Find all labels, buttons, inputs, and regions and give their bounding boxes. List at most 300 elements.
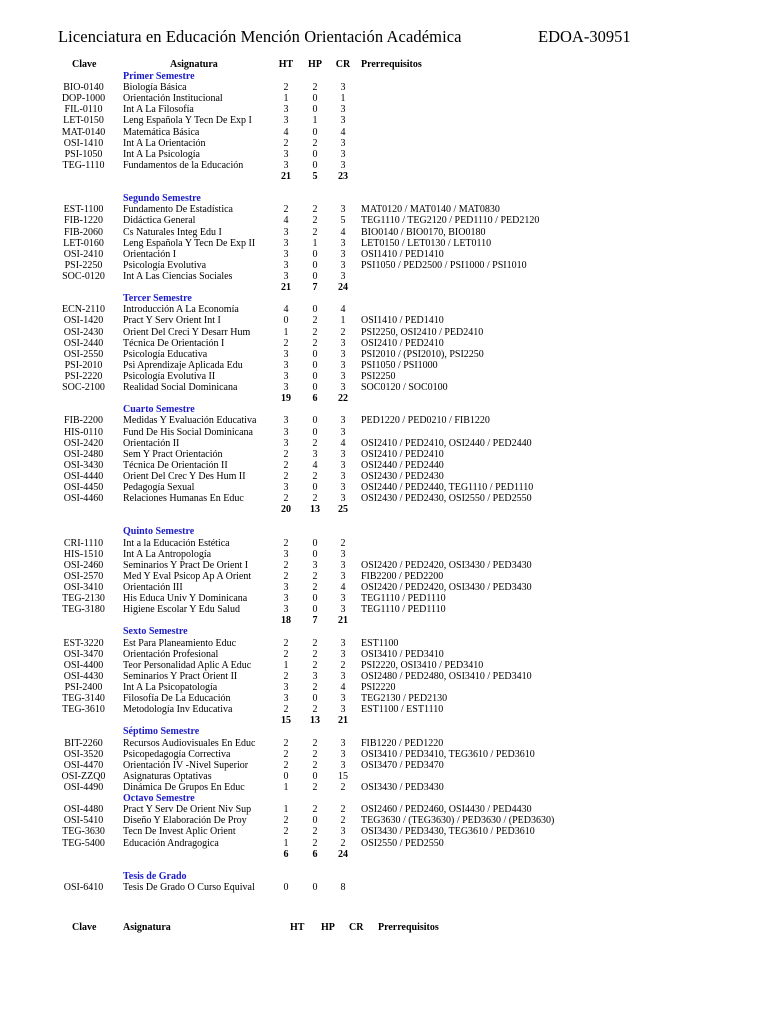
course-cr: 4 — [340, 126, 346, 138]
course-name: Fundamento De Estadística — [123, 204, 233, 216]
course-row — [0, 671, 768, 682]
course-cr: 3 — [340, 382, 346, 394]
course-cr: 3 — [340, 148, 346, 160]
course-row — [0, 693, 768, 704]
course-prerequisites: EST1100 / EST1110 — [361, 704, 444, 716]
course-code: OSI-2570 — [63, 570, 104, 582]
course-row — [0, 315, 768, 326]
semester-totals-row — [0, 171, 768, 182]
course-code: PSI-2220 — [64, 370, 103, 382]
course-prerequisites: TEG3630 / (TEG3630) / PED3630 / (PED3630) — [361, 815, 555, 827]
course-cr: 3 — [340, 337, 346, 349]
course-cr: 3 — [340, 459, 346, 471]
course-ht: 2 — [283, 637, 289, 649]
course-ht: 2 — [283, 459, 289, 471]
course-prerequisites: TEG1110 / PED1110 — [361, 593, 446, 605]
course-ht: 2 — [283, 704, 289, 716]
section-spacer — [0, 860, 768, 871]
footer-clave: Clave — [72, 922, 97, 933]
course-cr: 3 — [340, 759, 346, 771]
semester-totals-row — [0, 715, 768, 726]
course-name: Educación Andragogica — [123, 837, 219, 849]
footer-hp: HP — [321, 922, 335, 933]
semester-title: Primer Semestre — [123, 71, 195, 82]
course-ht: 3 — [283, 348, 289, 360]
course-code: HIS-0110 — [63, 426, 104, 438]
course-name: Orientación II — [123, 437, 180, 449]
course-prerequisites: PSI2220, OSI3410 / PED3410 — [361, 659, 484, 671]
course-row — [0, 760, 768, 771]
course-cr: 3 — [340, 348, 346, 360]
course-name: Introducción A La Economía — [123, 304, 239, 316]
course-name: Tecn De Invest Aplic Orient — [123, 826, 236, 838]
course-hp: 0 — [312, 593, 318, 605]
course-code: OSI-3520 — [63, 748, 104, 760]
course-code: OSI-4470 — [63, 759, 104, 771]
course-row — [0, 471, 768, 482]
course-ht: 3 — [283, 370, 289, 382]
study-plan-table — [0, 71, 768, 893]
course-row — [0, 782, 768, 793]
course-cr: 3 — [340, 559, 346, 571]
course-ht: 3 — [283, 115, 289, 127]
semester-title: Octavo Semestre — [123, 793, 195, 805]
course-name: Seminarios Y Pract Orient II — [123, 670, 238, 682]
course-hp: 2 — [312, 582, 318, 594]
course-hp: 2 — [312, 226, 318, 238]
course-cr: 3 — [340, 82, 346, 94]
course-row — [0, 371, 768, 382]
course-cr: 2 — [340, 326, 346, 338]
course-cr: 4 — [340, 582, 346, 594]
course-prerequisites: MAT0120 / MAT0140 / MAT0830 — [361, 204, 500, 216]
course-hp: 0 — [312, 881, 318, 893]
course-name: Tesis De Grado O Curso Equival — [123, 881, 255, 893]
course-name: Realidad Social Dominicana — [123, 382, 238, 394]
header-prerequisitos: Prerrequisitos — [361, 59, 422, 70]
course-hp: 2 — [312, 837, 318, 849]
total-hp: 7 — [312, 615, 318, 627]
header-clave: Clave — [72, 59, 97, 70]
footer-ht: HT — [290, 922, 305, 933]
course-ht: 2 — [283, 670, 289, 682]
course-ht: 3 — [283, 226, 289, 238]
course-row — [0, 593, 768, 604]
course-row — [0, 349, 768, 360]
course-row — [0, 560, 768, 571]
course-hp: 0 — [312, 270, 318, 282]
semester-title: Tercer Semestre — [123, 293, 192, 305]
course-code: PSI-1050 — [64, 148, 103, 160]
course-code: OSI-5410 — [63, 815, 104, 827]
course-name: Orientación Institucional — [123, 93, 223, 105]
course-prerequisites: PSI2220 — [361, 682, 396, 694]
footer-prerequisitos: Prerrequisitos — [378, 922, 439, 933]
course-hp: 2 — [312, 493, 318, 505]
course-code: OSI-4450 — [63, 482, 104, 494]
course-ht: 3 — [283, 548, 289, 560]
course-name: Psi Aprendizaje Aplicada Edu — [123, 359, 243, 371]
course-row — [0, 804, 768, 815]
total-ht: 21 — [281, 282, 291, 294]
course-ht: 3 — [283, 248, 289, 260]
course-prerequisites: OSI3410 / PED3410 — [361, 648, 444, 660]
course-name: Recursos Audiovisuales En Educ — [123, 737, 256, 749]
course-hp: 0 — [312, 693, 318, 705]
course-code: FIB-1220 — [64, 215, 103, 227]
course-row — [0, 127, 768, 138]
course-prerequisites: PSI1050 / PED2500 / PSI1000 / PSI1010 — [361, 259, 527, 271]
course-cr: 2 — [340, 659, 346, 671]
course-prerequisites: SOC0120 / SOC0100 — [361, 382, 448, 394]
course-row — [0, 482, 768, 493]
course-hp: 0 — [312, 815, 318, 827]
course-prerequisites: OSI2410 / PED2410 — [361, 337, 444, 349]
course-code: OSI-4440 — [63, 470, 104, 482]
course-cr: 3 — [340, 159, 346, 171]
course-name: Filosofía De La Educación — [123, 693, 231, 705]
course-ht: 2 — [283, 448, 289, 460]
course-row — [0, 749, 768, 760]
course-name: Int A La Filosofía — [123, 104, 194, 116]
course-row — [0, 249, 768, 260]
course-cr: 3 — [340, 670, 346, 682]
semester-totals-row — [0, 393, 768, 404]
course-name: Int a la Educación Estética — [123, 537, 230, 549]
course-hp: 2 — [312, 437, 318, 449]
semester-heading — [0, 871, 768, 882]
course-row — [0, 304, 768, 315]
course-ht: 3 — [283, 482, 289, 494]
course-prerequisites: PSI2250 — [361, 370, 396, 382]
course-code: FIB-2060 — [64, 226, 103, 238]
total-ht: 19 — [281, 393, 291, 405]
course-ht: 1 — [283, 326, 289, 338]
course-name: Dinámica De Grupos En Educ — [123, 782, 245, 793]
course-row — [0, 493, 768, 504]
course-name: Didáctica General — [123, 215, 196, 227]
course-prerequisites: TEG1110 / PED1110 — [361, 604, 446, 616]
course-hp: 2 — [312, 782, 318, 793]
course-name: Diseño Y Elaboración De Proy — [123, 815, 247, 827]
course-ht: 2 — [283, 759, 289, 771]
course-hp: 0 — [312, 104, 318, 116]
course-code: TEG-3180 — [62, 604, 105, 616]
total-hp: 5 — [312, 170, 318, 182]
course-ht: 2 — [283, 570, 289, 582]
course-row — [0, 826, 768, 837]
course-code: OSI-2460 — [63, 559, 104, 571]
semester-heading — [0, 793, 768, 804]
course-code: BIO-0140 — [63, 82, 104, 94]
course-ht: 3 — [283, 604, 289, 616]
course-hp: 2 — [312, 326, 318, 338]
course-ht: 2 — [283, 82, 289, 94]
course-name: Int A La Orientación — [123, 137, 206, 149]
course-prerequisites: OSI2430 / PED2430 — [361, 470, 444, 482]
course-ht: 3 — [283, 693, 289, 705]
program-code: EDOA-30951 — [538, 27, 631, 46]
course-code: OSI-2440 — [63, 337, 104, 349]
course-ht: 3 — [283, 104, 289, 116]
course-code: PSI-2010 — [64, 359, 103, 371]
course-ht: 3 — [283, 270, 289, 282]
course-prerequisites: OSI3410 / PED3410, TEG3610 / PED3610 — [361, 748, 535, 760]
course-hp: 0 — [312, 359, 318, 371]
course-prerequisites: OSI2460 / PED2460, OSI4430 / PED4430 — [361, 804, 532, 816]
course-name: Orientación I — [123, 248, 177, 260]
course-row — [0, 460, 768, 471]
course-row — [0, 82, 768, 93]
course-hp: 0 — [312, 604, 318, 616]
course-name: Teor Personalidad Aplic A Educ — [123, 659, 252, 671]
semester-title: Tesis de Grado — [123, 870, 187, 882]
course-code: OSI-3410 — [63, 582, 104, 594]
course-row — [0, 238, 768, 249]
semester-totals-row — [0, 504, 768, 515]
course-hp: 2 — [312, 315, 318, 327]
course-ht: 2 — [283, 537, 289, 549]
course-row — [0, 115, 768, 126]
course-hp: 0 — [312, 259, 318, 271]
course-name: Int A La Psicopatología — [123, 682, 218, 694]
course-hp: 2 — [312, 137, 318, 149]
course-row — [0, 549, 768, 560]
course-code: PSI-2400 — [64, 682, 103, 694]
course-name: Psicopedagogía Correctiva — [123, 748, 231, 760]
total-hp: 7 — [312, 282, 318, 294]
course-prerequisites: OSI3470 / PED3470 — [361, 759, 444, 771]
course-cr: 3 — [340, 637, 346, 649]
course-cr: 3 — [340, 593, 346, 605]
course-code: LET-0150 — [63, 115, 104, 127]
course-row — [0, 771, 768, 782]
course-code: EST-3220 — [63, 637, 104, 649]
course-prerequisites: OSI2420 / PED2420, OSI3430 / PED3430 — [361, 582, 532, 594]
course-prerequisites: OSI2440 / PED2440, TEG1110 / PED1110 — [361, 482, 534, 494]
course-name: Asignaturas Optativas — [123, 770, 212, 782]
course-code: DOP-1000 — [61, 93, 106, 105]
course-hp: 0 — [312, 304, 318, 316]
total-ht: 20 — [281, 504, 291, 516]
course-hp: 4 — [312, 459, 318, 471]
semester-title: Segundo Semestre — [123, 193, 201, 205]
course-prerequisites: OSI2480 / PED2480, OSI3410 / PED3410 — [361, 670, 532, 682]
course-cr: 3 — [340, 493, 346, 505]
course-cr: 3 — [340, 370, 346, 382]
course-code: FIL-0110 — [64, 104, 103, 116]
course-code: OSI-2420 — [63, 437, 104, 449]
course-cr: 5 — [340, 215, 346, 227]
course-hp: 3 — [312, 559, 318, 571]
course-prerequisites: PSI2010 / (PSI2010), PSI2250 — [361, 348, 484, 360]
header-ht: HT — [278, 59, 294, 70]
course-name: Orient Del Creci Y Desarr Hum — [123, 326, 251, 338]
course-ht: 3 — [283, 382, 289, 394]
course-row — [0, 215, 768, 226]
course-code: BIT-2260 — [64, 737, 103, 749]
course-row — [0, 582, 768, 593]
course-row — [0, 649, 768, 660]
course-code: OSI-4480 — [63, 804, 104, 816]
course-name: Técnica De Orientación I — [123, 337, 225, 349]
course-prerequisites: FIB1220 / PED1220 — [361, 737, 444, 749]
course-hp: 2 — [312, 637, 318, 649]
course-code: OSI-4460 — [63, 493, 104, 505]
course-row — [0, 360, 768, 371]
footer-cr: CR — [349, 922, 364, 933]
course-code: HIS-1510 — [63, 548, 104, 560]
course-cr: 3 — [340, 470, 346, 482]
header-hp: HP — [308, 59, 322, 70]
course-ht: 1 — [283, 782, 289, 793]
course-hp: 2 — [312, 648, 318, 660]
course-cr: 3 — [340, 270, 346, 282]
course-ht: 4 — [283, 215, 289, 227]
course-ht: 2 — [283, 648, 289, 660]
course-code: CRI-1110 — [63, 537, 104, 549]
course-cr: 3 — [340, 137, 346, 149]
course-code: SOC-2100 — [62, 382, 105, 394]
course-code: OSI-1410 — [63, 137, 104, 149]
course-row — [0, 327, 768, 338]
course-ht: 2 — [283, 204, 289, 216]
total-hp: 6 — [312, 393, 318, 405]
course-row — [0, 438, 768, 449]
semester-title: Sexto Semestre — [123, 626, 188, 638]
course-code: OSI-4430 — [63, 670, 104, 682]
course-ht: 1 — [283, 837, 289, 849]
semester-heading — [0, 404, 768, 415]
course-name: Cs Naturales Integ Edu I — [123, 226, 222, 238]
course-name: Fundamentos de la Educación — [123, 159, 244, 171]
course-name: Técnica De Orientación II — [123, 459, 228, 471]
semester-title: Séptimo Semestre — [123, 726, 200, 738]
course-ht: 3 — [283, 259, 289, 271]
total-ht: 15 — [281, 715, 291, 727]
course-hp: 2 — [312, 759, 318, 771]
course-ht: 0 — [283, 770, 289, 782]
course-ht: 2 — [283, 470, 289, 482]
course-ht: 3 — [283, 437, 289, 449]
course-hp: 0 — [312, 482, 318, 494]
course-row — [0, 738, 768, 749]
course-name: Biología Básica — [123, 82, 187, 94]
total-cr: 24 — [338, 282, 348, 294]
footer-asignatura: Asignatura — [123, 922, 171, 933]
course-cr: 2 — [340, 815, 346, 827]
course-cr: 3 — [340, 259, 346, 271]
course-cr: 3 — [340, 115, 346, 127]
course-cr: 3 — [340, 648, 346, 660]
course-name: Int A La Psicología — [123, 148, 200, 160]
course-row — [0, 449, 768, 460]
course-row — [0, 260, 768, 271]
course-ht: 2 — [283, 826, 289, 838]
course-prerequisites: OSI3430 / PED3430 — [361, 782, 444, 793]
course-prerequisites: OSI1410 / PED1410 — [361, 315, 444, 327]
course-name: Psicología Evolutiva — [123, 259, 207, 271]
course-hp: 0 — [312, 159, 318, 171]
total-ht: 18 — [281, 615, 291, 627]
course-code: TEG-5400 — [62, 837, 105, 849]
course-ht: 3 — [283, 415, 289, 427]
course-ht: 1 — [283, 93, 289, 105]
course-name: Matemática Básica — [123, 126, 200, 138]
course-name: Orientación III — [123, 582, 183, 594]
course-code: MAT-0140 — [61, 126, 106, 138]
header-cr: CR — [335, 59, 351, 70]
total-ht: 21 — [281, 170, 291, 182]
course-code: OSI-2480 — [63, 448, 104, 460]
course-name: Fund De His Social Dominicana — [123, 426, 253, 438]
course-row — [0, 660, 768, 671]
course-name: Metodología Inv Educativa — [123, 704, 233, 716]
course-cr: 1 — [340, 315, 346, 327]
course-row — [0, 338, 768, 349]
course-prerequisites: OSI2410 / PED2410 — [361, 448, 444, 460]
course-code: OSI-6410 — [63, 881, 104, 893]
semester-heading — [0, 526, 768, 537]
course-ht: 4 — [283, 304, 289, 316]
course-prerequisites: OSI2410 / PED2410, OSI2440 / PED2440 — [361, 437, 532, 449]
course-cr: 4 — [340, 437, 346, 449]
course-ht: 2 — [283, 815, 289, 827]
course-row — [0, 571, 768, 582]
course-code: TEG-2130 — [62, 593, 105, 605]
course-code: OSI-1420 — [63, 315, 104, 327]
course-row — [0, 149, 768, 160]
document-title: Licenciatura en Educación Mención Orientación Académica — [58, 27, 462, 46]
course-row — [0, 104, 768, 115]
course-name: Int A La Antropología — [123, 548, 212, 560]
course-prerequisites: EST1100 — [361, 637, 399, 649]
total-cr: 23 — [338, 170, 348, 182]
course-ht: 3 — [283, 593, 289, 605]
course-prerequisites: TEG1110 / TEG2120 / PED1110 / PED2120 — [361, 215, 540, 227]
course-prerequisites: OSI3430 / PED3430, TEG3610 / PED3610 — [361, 826, 535, 838]
course-code: EST-1100 — [63, 204, 104, 216]
course-row — [0, 93, 768, 104]
course-hp: 2 — [312, 82, 318, 94]
course-cr: 3 — [340, 448, 346, 460]
course-ht: 2 — [283, 748, 289, 760]
semester-heading — [0, 293, 768, 304]
course-cr: 3 — [340, 248, 346, 260]
course-code: OSI-2430 — [63, 326, 104, 338]
course-name: Higiene Escolar Y Edu Salud — [123, 604, 241, 616]
course-hp: 0 — [312, 426, 318, 438]
course-prerequisites: FIB2200 / PED2200 — [361, 570, 444, 582]
course-hp: 2 — [312, 337, 318, 349]
total-hp: 13 — [310, 715, 320, 727]
course-name: Est Para Planeamiento Educ — [123, 637, 237, 649]
course-name: His Educa Univ Y Dominicana — [123, 593, 248, 605]
course-code: TEG-1110 — [62, 159, 105, 171]
course-prerequisites: OSI2420 / PED2420, OSI3430 / PED3430 — [361, 559, 532, 571]
course-row — [0, 704, 768, 715]
course-ht: 3 — [283, 359, 289, 371]
course-code: OSI-3470 — [63, 648, 104, 660]
course-cr: 3 — [340, 604, 346, 616]
course-row — [0, 227, 768, 238]
course-cr: 4 — [340, 682, 346, 694]
course-prerequisites: OSI2550 / PED2550 — [361, 837, 444, 849]
course-name: Sem Y Pract Orientación — [123, 448, 223, 460]
course-ht: 1 — [283, 804, 289, 816]
course-prerequisites: LET0150 / LET0130 / LET0110 — [361, 237, 492, 249]
course-code: TEG-3630 — [62, 826, 105, 838]
